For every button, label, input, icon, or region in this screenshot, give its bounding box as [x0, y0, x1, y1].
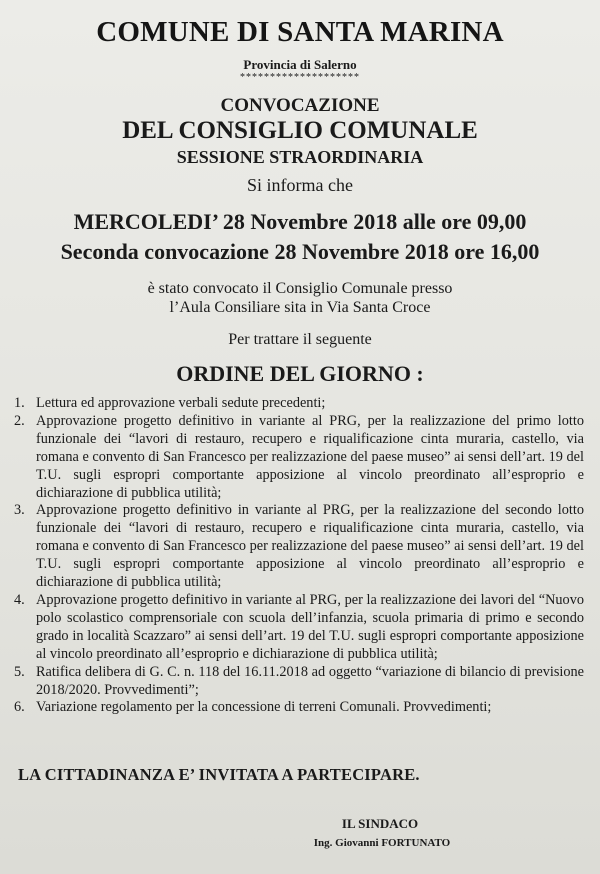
agenda-item-text: Approvazione progetto definitivo in variante al PRG, per la realizzazione dei lavori del “Nuovo polo scolastico comprensoriale con scuola dell’infanzia, scuola primaria di primo e secondo grado in località Scazzaro” ai sensi dell’art. 19 del T.U. sugli espropri comportante apposizione al vincolo preordinato all’esproprio e dichiarazione di pubblica utilità;: [36, 591, 584, 662]
province-label: Provincia di Salerno: [243, 57, 357, 72]
agenda-item-text: Ratifica delibera di G. C. n. 118 del 16.11.2018 ad oggetto “variazione di bilancio di previsione 2018/2020. Provvedimenti”;: [36, 663, 584, 698]
agenda-item-text: Approvazione progetto definitivo in variante al PRG, per la realizzazione del primo lotto funzionale dei “lavori di restauro, recupero e riqualificazione cinta muraria, castello, via romana e convento di San Francesco per realizzazione del paese museo” ai sensi dell’art. 19 del T.U. sugli espropri comportante apposizione al vincolo preordinato all’esproprio e dichiarazione di pubblica utilità;: [36, 412, 584, 501]
intro-text: Per trattare il seguente: [228, 331, 372, 348]
inform-text: Si informa che: [247, 175, 353, 195]
agenda-item: [14, 413, 584, 503]
venue-line-1: è stato convocato il Consiglio Comunale presso: [147, 280, 453, 297]
closing-invitation: LA CITTADINANZA E’ INVITATA A PARTECIPARE.: [18, 765, 420, 784]
agenda-item-number: 5.: [14, 663, 25, 680]
decorative-stars: ********************: [240, 72, 360, 83]
agenda-item: [14, 502, 584, 592]
first-convocation-date: MERCOLEDI’ 28 Novembre 2018 alle ore 09,00: [73, 209, 527, 234]
agenda-item-number: 6.: [14, 699, 25, 716]
agenda-item-number: 2.: [14, 412, 25, 429]
convocation-heading: CONVOCAZIONE: [220, 95, 380, 116]
agenda-item-text: Variazione regolamento per la concessione di terreni Comunali. Provvedimenti;: [36, 699, 492, 716]
agenda-list: [14, 395, 584, 717]
venue-line-2: l’Aula Consiliare sita in Via Santa Croce: [169, 299, 431, 316]
agenda-title: ORDINE DEL GIORNO :: [176, 361, 424, 386]
session-heading: SESSIONE STRAORDINARIA: [176, 147, 424, 167]
agenda-item-text: Lettura ed approvazione verbali sedute precedenti;: [36, 395, 326, 411]
council-heading: DEL CONSIGLIO COMUNALE: [122, 117, 478, 144]
signature-name: Ing. Giovanni FORTUNATO: [313, 837, 451, 849]
second-convocation-date: Seconda convocazione 28 Novembre 2018 ore 16,00: [60, 239, 540, 264]
agenda-item-number: 3.: [14, 502, 25, 519]
agenda-item-number: 1.: [14, 395, 25, 411]
agenda-item: [14, 592, 584, 664]
agenda-item: [14, 699, 584, 717]
agenda-item-text: Approvazione progetto definitivo in variante al PRG, per la realizzazione del secondo lotto funzionale dei “lavori di restauro, recupero e riqualificazione cinta muraria, castello, via romana e convento di San Francesco per realizzazione del paese museo” ai sensi dell’art. 19 del T.U. sugli espropri comportante apposizione al vincolo preordinato all’esproprio e dichiarazione di pubblica utilità;: [36, 502, 584, 591]
agenda-item-number: 4.: [14, 591, 25, 608]
agenda-item: [14, 664, 584, 700]
municipality-title: COMUNE DI SANTA MARINA: [96, 16, 504, 48]
agenda-item: [14, 395, 584, 413]
signature-role: IL SINDACO: [341, 816, 419, 831]
